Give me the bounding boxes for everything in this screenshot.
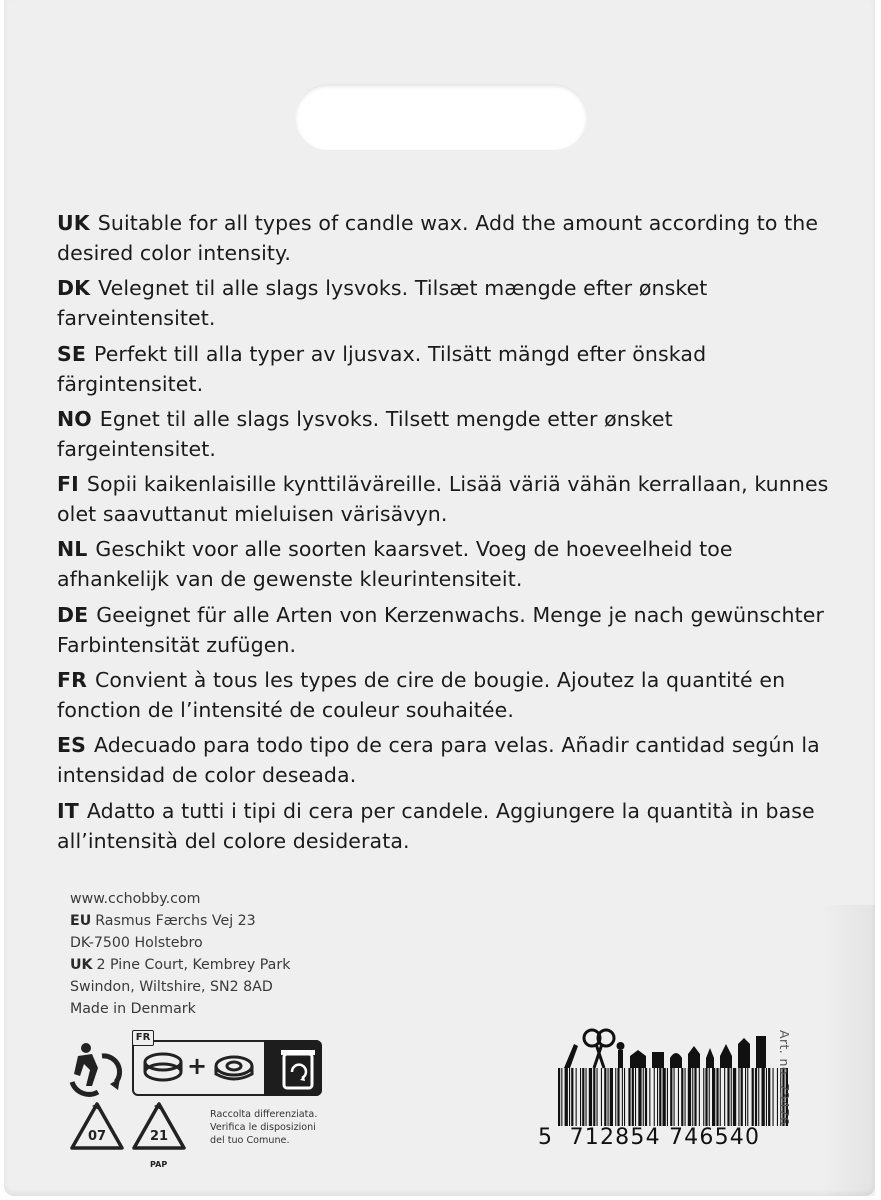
barcode-bar [724, 1068, 725, 1126]
company-info [70, 888, 290, 1020]
instruction-fr [57, 665, 837, 725]
instruction-text: Convient à tous les types de cire de bougie. Ajoutez la quantité en fonction de l’intensité de couleur souhaitée. [57, 668, 786, 723]
barcode-bar [582, 1068, 584, 1126]
barcode-bar [643, 1068, 644, 1126]
barcode-bar [580, 1068, 581, 1126]
barcode-bar [593, 1068, 595, 1126]
barcode-right-digits: 746540 [668, 1125, 761, 1150]
uk-city: Swindon, Wiltshire, SN2 8AD [70, 979, 273, 995]
instruction-es [57, 730, 837, 790]
instruction-se [57, 339, 837, 399]
instruction-text: Egnet til alle slags lysvoks. Tilsett mengde etter ønsket fargeintensitet. [57, 406, 673, 461]
barcode-bar [589, 1068, 592, 1126]
instruction-text: Sopii kaikenlaisille kynttiläväreille. Lisää väriä vähän kerrallaan, kunnes olet saavuttanut mieluisen värisävyn. [57, 472, 829, 527]
barcode-bar [678, 1068, 679, 1126]
raccolta-line: Raccolta differenziata. [210, 1109, 318, 1120]
barcode-bar [628, 1068, 630, 1126]
uk-code: UK [70, 957, 93, 973]
barcode-bar [716, 1068, 718, 1126]
instruction-text: Adecuado para todo tipo de cera para velas. Añadir cantidad según la intensidad de color deseada. [57, 733, 820, 788]
barcode-bar [610, 1068, 613, 1126]
barcode-bar [632, 1068, 634, 1126]
lang-code: SE [57, 341, 86, 366]
barcode-bar [615, 1068, 616, 1126]
lang-code: DK [57, 276, 91, 301]
barcode-bar [617, 1068, 619, 1126]
barcode-bar [731, 1068, 732, 1126]
barcode-bar [638, 1068, 641, 1126]
instruction-text: Geeignet für alle Arten von Kerzenwachs. Menge je nach gewünschter Farbintensität zufügen. [57, 602, 824, 657]
barcode-bar [727, 1068, 729, 1126]
raccolta-line: Verifica le disposizioni [210, 1122, 316, 1133]
pap-label: PAP [150, 1160, 168, 1169]
barcode-bar [565, 1068, 568, 1126]
lang-code: FI [57, 472, 79, 497]
instruction-text: Geschikt voor alle soorten kaarsvet. Voeg de hoeveelheid toe afhankelijk van de gewenste kleurintensiteit. [57, 537, 733, 592]
barcode-bar [694, 1068, 696, 1126]
lang-code: IT [57, 798, 79, 823]
barcode-bar [712, 1068, 715, 1126]
barcode-bar [685, 1068, 686, 1126]
recycling-person-icon [64, 1036, 126, 1098]
barcode-bar [762, 1068, 765, 1126]
barcode-bar [755, 1068, 757, 1126]
plus-sign: + [187, 1052, 208, 1080]
uk-street: 2 Pine Court, Kembrey Park [96, 957, 291, 973]
lang-code: NL [57, 537, 88, 562]
barcode-bar [597, 1068, 598, 1126]
barcode-bar [604, 1068, 606, 1126]
barcode-bar [733, 1068, 736, 1126]
lang-code: FR [57, 668, 87, 693]
instruction-text: Suitable for all types of candle wax. Add the amount according to the desired color intensity. [57, 211, 819, 265]
barcode-bar [561, 1068, 562, 1126]
raccolta-text [210, 1108, 350, 1147]
instructions-section [57, 208, 837, 861]
barcode-bar [692, 1068, 693, 1126]
barcode-bar [569, 1068, 570, 1126]
barcode-bar [601, 1068, 602, 1126]
barcode-bar [649, 1068, 650, 1126]
barcode-bar [608, 1068, 609, 1126]
instruction-it [57, 796, 837, 856]
barcode-bar [670, 1068, 672, 1126]
barcode-bar [663, 1068, 666, 1126]
barcode-bar [709, 1068, 710, 1126]
barcode-bar [705, 1068, 707, 1126]
barcode-bar [576, 1068, 577, 1126]
barcode-number [538, 1125, 788, 1150]
instruction-uk [57, 208, 837, 268]
barcode-bar [720, 1068, 721, 1126]
card-shadow [820, 905, 875, 1196]
code-07-label: 07 [87, 1129, 107, 1144]
barcode-bar [752, 1068, 754, 1126]
instruction-no [57, 404, 837, 464]
barcode-bar [738, 1068, 739, 1126]
barcode-bar [741, 1068, 743, 1126]
barcode-bar [745, 1068, 746, 1126]
recycle-bin-icon [278, 1046, 318, 1092]
barcode-bar [766, 1068, 767, 1126]
instruction-text: Perfekt till alla typer av ljusvax. Tilsätt mängd efter önskad färgintensitet. [57, 341, 707, 396]
barcode-bar [667, 1068, 668, 1126]
tape-icon [212, 1052, 256, 1088]
barcode-left-digits: 712854 [569, 1125, 661, 1150]
eu-code: EU [70, 913, 92, 929]
origin-text: Made in Denmark [70, 1001, 196, 1017]
packaging-card-back [4, 0, 875, 1196]
code-21-label: 21 [149, 1129, 169, 1144]
eu-city: DK-7500 Holstebro [70, 935, 203, 951]
barcode-bar [703, 1068, 704, 1126]
barcode-bar [657, 1068, 658, 1126]
barcode-bar [622, 1068, 623, 1126]
barcode-bar [674, 1068, 675, 1126]
fr-sorting-info [132, 1030, 322, 1096]
barcode-bar [659, 1068, 661, 1126]
pot-lid-icon [142, 1050, 184, 1088]
instruction-dk [57, 273, 837, 333]
instruction-nl [57, 534, 837, 594]
barcode-bar [758, 1068, 759, 1126]
barcode-bar [624, 1068, 625, 1126]
barcode-bar [586, 1068, 587, 1126]
barcode-bar [747, 1068, 748, 1126]
eu-street: Rasmus Færchs Vej 23 [95, 913, 256, 929]
eu-address-line [70, 910, 290, 932]
instruction-text: Adatto a tutti i tipi di cera per candele. Aggiungere la quantità in base all’intensità del colore desiderata. [57, 798, 815, 853]
barcode-bar [645, 1068, 647, 1126]
instruction-de [57, 600, 837, 660]
barcode [538, 1024, 798, 1164]
website-link[interactable]: www.cchobby.com [70, 891, 201, 907]
instruction-text: Velegnet til alle slags lysvoks. Tilsæt mængde efter ønsket farveintensitet. [57, 276, 708, 331]
raccolta-line: del tuo Comune. [210, 1135, 290, 1146]
barcode-bars [558, 1068, 788, 1126]
barcode-first-digit: 5 [538, 1125, 554, 1150]
barcode-bar [688, 1068, 691, 1126]
uk-address-line [70, 954, 290, 976]
article-number: Art. no. 73476 [777, 1030, 792, 1126]
recycle-triangle-21-icon [130, 1100, 188, 1156]
recycle-triangle-07-icon [68, 1100, 126, 1156]
barcode-bar [635, 1068, 636, 1126]
instruction-fi [57, 469, 837, 529]
fr-label: FR [132, 1030, 154, 1046]
lang-code: DE [57, 602, 89, 627]
barcode-bar [699, 1068, 700, 1126]
barcode-bar [571, 1068, 573, 1126]
lang-code: ES [57, 733, 86, 758]
hang-hole [295, 84, 587, 150]
barcode-bar [558, 1068, 560, 1126]
lang-code: UK [57, 211, 90, 235]
barcode-bar [681, 1068, 683, 1126]
barcode-bar [654, 1068, 655, 1126]
lang-code: NO [57, 406, 92, 431]
